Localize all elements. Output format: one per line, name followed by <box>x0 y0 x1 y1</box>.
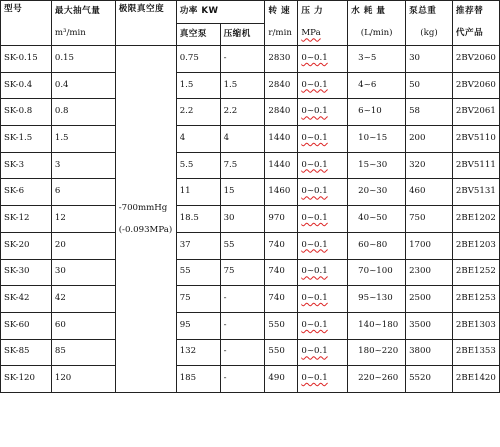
cell-compressor: - <box>220 286 265 313</box>
cell-alt: 2BV2060 <box>452 72 499 99</box>
cell-flow: 0.15 <box>51 46 115 73</box>
cell-flow: 0.8 <box>51 99 115 126</box>
cell-rpm: 550 <box>265 312 298 339</box>
cell-flow: 60 <box>51 312 115 339</box>
cell-pressure <box>298 232 348 259</box>
cell-compressor: 15 <box>220 179 265 206</box>
cell-model: SK-0.15 <box>1 46 52 73</box>
cell-compressor: 1.5 <box>220 72 265 99</box>
cell-water: 10~15 <box>348 126 406 153</box>
cell-alt: 2BE1303 <box>452 312 499 339</box>
cell-weight: 50 <box>406 72 453 99</box>
col-alt-header: 推荐替 <box>452 1 499 24</box>
cell-flow: 120 <box>51 366 115 393</box>
col-alt-header-line2: 代产品 <box>452 24 499 46</box>
pressure-unit-text: MPa <box>301 28 321 39</box>
table-row <box>1 46 500 73</box>
table-body <box>1 46 500 393</box>
cell-vac-pump: 37 <box>176 232 220 259</box>
cell-vac-pump: 132 <box>176 339 220 366</box>
table-row <box>1 259 500 286</box>
table-row <box>1 232 500 259</box>
cell-model: SK-0.8 <box>1 99 52 126</box>
col-vac-pump-header: 真空泵 <box>176 24 220 46</box>
cell-water: 15~30 <box>348 152 406 179</box>
cell-alt: 2BV2060 <box>452 46 499 73</box>
cell-weight: 30 <box>406 46 453 73</box>
pressure-value: 0~0.1 <box>301 373 328 384</box>
cell-vac-pump: 4 <box>176 126 220 153</box>
cell-pressure <box>298 179 348 206</box>
cell-model: SK-42 <box>1 286 52 313</box>
cell-weight: 750 <box>406 206 453 233</box>
cell-rpm: 2830 <box>265 46 298 73</box>
table-row <box>1 312 500 339</box>
cell-model: SK-3 <box>1 152 52 179</box>
cell-model: SK-6 <box>1 179 52 206</box>
pressure-value: 0~0.1 <box>301 106 328 117</box>
cell-water: 140~180 <box>348 312 406 339</box>
cell-rpm: 2840 <box>265 72 298 99</box>
pressure-value: 0~0.1 <box>301 132 328 143</box>
cell-vac-pump: 185 <box>176 366 220 393</box>
cell-compressor: - <box>220 312 265 339</box>
cell-compressor: 7.5 <box>220 152 265 179</box>
cell-weight: 2300 <box>406 259 453 286</box>
table-row <box>1 99 500 126</box>
table-row <box>1 126 500 153</box>
cell-pressure <box>298 152 348 179</box>
table-row <box>1 179 500 206</box>
cell-flow: 42 <box>51 286 115 313</box>
cell-flow: 6 <box>51 179 115 206</box>
col-pressure-unit <box>298 24 348 46</box>
cell-flow: 20 <box>51 232 115 259</box>
cell-pressure <box>298 286 348 313</box>
table-row <box>1 366 500 393</box>
cell-weight: 200 <box>406 126 453 153</box>
col-rpm-unit: r/min <box>265 24 298 46</box>
cell-water: 70~100 <box>348 259 406 286</box>
cell-water: 4~6 <box>348 72 406 99</box>
col-weight-unit: (kg) <box>406 24 453 46</box>
cell-alt: 2BE1420 <box>452 366 499 393</box>
table-row <box>1 152 500 179</box>
cell-pressure <box>298 259 348 286</box>
cell-model: SK-120 <box>1 366 52 393</box>
cell-model: SK-12 <box>1 206 52 233</box>
cell-rpm: 550 <box>265 339 298 366</box>
cell-rpm: 740 <box>265 259 298 286</box>
cell-model: SK-30 <box>1 259 52 286</box>
cell-rpm: 2840 <box>265 99 298 126</box>
table-row <box>1 206 500 233</box>
cell-alt: 2BV5111 <box>452 152 499 179</box>
cell-flow: 1.5 <box>51 126 115 153</box>
cell-alt: 2BE1202 <box>452 206 499 233</box>
cell-vac-pump: 18.5 <box>176 206 220 233</box>
cell-rpm: 740 <box>265 286 298 313</box>
cell-water: 180~220 <box>348 339 406 366</box>
cell-compressor: 30 <box>220 206 265 233</box>
cell-water: 220~260 <box>348 366 406 393</box>
cell-alt: 2BE1203 <box>452 232 499 259</box>
cell-flow: 85 <box>51 339 115 366</box>
cell-compressor: - <box>220 46 265 73</box>
cell-rpm: 740 <box>265 232 298 259</box>
cell-flow: 3 <box>51 152 115 179</box>
ultimate-vacuum-value-mpa: (-0.093MPa) <box>118 224 173 235</box>
pressure-value: 0~0.1 <box>301 159 328 170</box>
cell-water: 20~30 <box>348 179 406 206</box>
pressure-value: 0~0.1 <box>301 52 328 63</box>
cell-water: 95~130 <box>348 286 406 313</box>
cell-weight: 320 <box>406 152 453 179</box>
cell-weight: 1700 <box>406 232 453 259</box>
cell-rpm: 1460 <box>265 179 298 206</box>
cell-pressure <box>298 366 348 393</box>
cell-weight: 3800 <box>406 339 453 366</box>
cell-model: SK-0.4 <box>1 72 52 99</box>
cell-compressor: 4 <box>220 126 265 153</box>
col-flow-unit: m³/min <box>51 24 115 46</box>
cell-compressor: 55 <box>220 232 265 259</box>
ultimate-vacuum-cell <box>115 46 176 393</box>
cell-alt: 2BV5110 <box>452 126 499 153</box>
cell-water: 3~5 <box>348 46 406 73</box>
cell-flow: 30 <box>51 259 115 286</box>
cell-pressure <box>298 312 348 339</box>
pressure-value: 0~0.1 <box>301 186 328 197</box>
cell-vac-pump: 0.75 <box>176 46 220 73</box>
cell-weight: 460 <box>406 179 453 206</box>
cell-weight: 2500 <box>406 286 453 313</box>
cell-alt: 2BE1353 <box>452 339 499 366</box>
cell-pressure <box>298 46 348 73</box>
cell-rpm: 1440 <box>265 152 298 179</box>
pressure-value: 0~0.1 <box>301 213 328 224</box>
cell-vac-pump: 55 <box>176 259 220 286</box>
cell-model: SK-20 <box>1 232 52 259</box>
cell-weight: 5520 <box>406 366 453 393</box>
pressure-value: 0~0.1 <box>301 293 328 304</box>
cell-vac-pump: 75 <box>176 286 220 313</box>
col-vacuum-header: 极限真空度 <box>115 1 176 46</box>
cell-model: SK-85 <box>1 339 52 366</box>
cell-pressure <box>298 126 348 153</box>
cell-water: 6~10 <box>348 99 406 126</box>
cell-compressor: - <box>220 366 265 393</box>
cell-rpm: 490 <box>265 366 298 393</box>
cell-weight: 58 <box>406 99 453 126</box>
cell-alt: 2BV5131 <box>452 179 499 206</box>
pressure-value: 0~0.1 <box>301 319 328 330</box>
cell-model: SK-60 <box>1 312 52 339</box>
table-row <box>1 339 500 366</box>
col-flow-header: 最大抽气量 <box>51 1 115 24</box>
cell-pressure <box>298 99 348 126</box>
cell-alt: 2BV2061 <box>452 99 499 126</box>
cell-compressor: 2.2 <box>220 99 265 126</box>
col-water-header: 水 耗 量 <box>348 1 406 24</box>
table-row <box>1 286 500 313</box>
cell-compressor: - <box>220 339 265 366</box>
cell-water: 60~80 <box>348 232 406 259</box>
cell-pressure <box>298 339 348 366</box>
pressure-value: 0~0.1 <box>301 266 328 277</box>
col-pressure-header: 压 力 <box>298 1 348 24</box>
ultimate-vacuum-value: -700mmHg <box>118 202 168 213</box>
cell-flow: 0.4 <box>51 72 115 99</box>
cell-model: SK-1.5 <box>1 126 52 153</box>
cell-vac-pump: 1.5 <box>176 72 220 99</box>
pressure-value: 0~0.1 <box>301 346 328 357</box>
cell-weight: 3500 <box>406 312 453 339</box>
col-water-unit: (L/min) <box>348 24 406 46</box>
cell-vac-pump: 95 <box>176 312 220 339</box>
col-compressor-header: 压缩机 <box>220 24 265 46</box>
cell-compressor: 75 <box>220 259 265 286</box>
col-rpm-header: 转 速 <box>265 1 298 24</box>
pressure-value: 0~0.1 <box>301 239 328 250</box>
cell-vac-pump: 5.5 <box>176 152 220 179</box>
cell-flow: 12 <box>51 206 115 233</box>
pressure-value: 0~0.1 <box>301 79 328 90</box>
cell-vac-pump: 11 <box>176 179 220 206</box>
cell-water: 40~50 <box>348 206 406 233</box>
cell-vac-pump: 2.2 <box>176 99 220 126</box>
col-model-header: 型号 <box>1 1 52 46</box>
table-row <box>1 72 500 99</box>
col-weight-header: 泵总重 <box>406 1 453 24</box>
cell-pressure <box>298 206 348 233</box>
cell-rpm: 1440 <box>265 126 298 153</box>
cell-rpm: 970 <box>265 206 298 233</box>
cell-alt: 2BE1253 <box>452 286 499 313</box>
cell-pressure <box>298 72 348 99</box>
cell-alt: 2BE1252 <box>452 259 499 286</box>
col-power-header: 功率 KW <box>176 1 265 24</box>
